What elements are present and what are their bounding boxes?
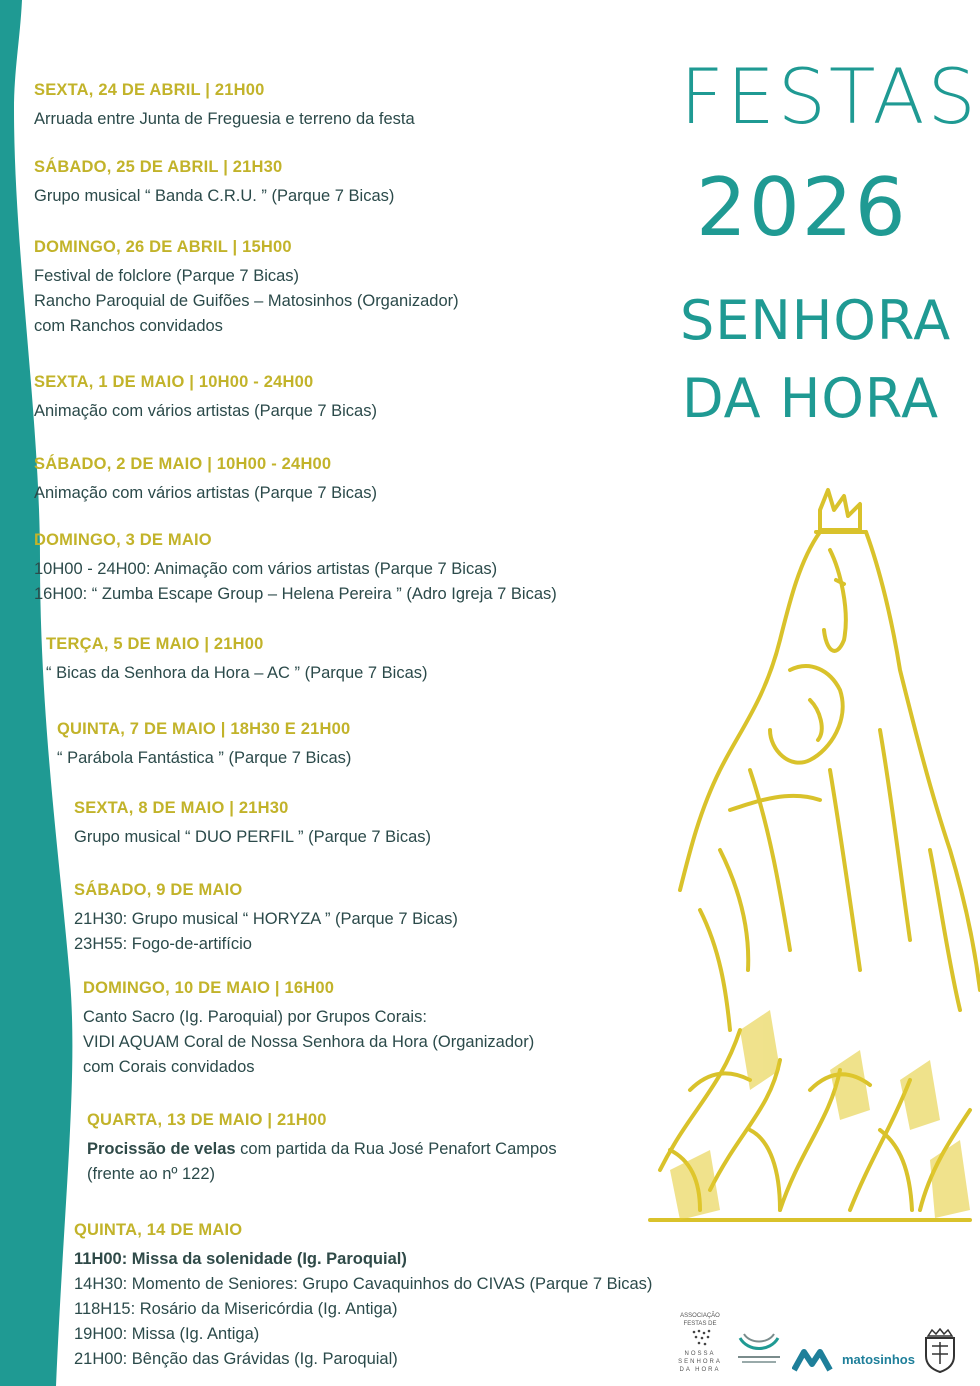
event-line: VIDI AQUAM Coral de Nossa Senhora da Hora (Organizador) [83, 1033, 535, 1051]
event-bold-text: 11H00: Missa da solenidade (Ig. Paroquial) [74, 1250, 407, 1268]
coat-of-arms-icon [920, 1328, 960, 1374]
logo-text-line: NOSSA [684, 1351, 716, 1357]
matosinhos-mm-icon [792, 1348, 838, 1372]
title-senhora: SENHORA [680, 289, 952, 352]
event-line: 14H30: Momento de Seniores: Grupo Cavaquinhos do CIVAS (Parque 7 Bicas) [74, 1275, 653, 1293]
event-heading: DOMINGO, 3 DE MAIO [34, 531, 212, 549]
event-line: Arruada entre Junta de Freguesia e terreno da festa [34, 110, 415, 128]
event-13-maio [87, 1109, 557, 1187]
event-line: 16H00: “ Zumba Escape Group – Helena Pereira ” (Adro Igreja 7 Bicas) [34, 585, 557, 603]
dots-icon [690, 1328, 714, 1348]
matosinhos-wordmark: matosinhos [842, 1352, 915, 1367]
parish-logo-icon [734, 1328, 784, 1368]
event-24-abril [34, 79, 415, 132]
event-heading: SEXTA, 1 DE MAIO | 10H00 - 24H00 [34, 373, 314, 391]
event-25-abril [34, 156, 394, 209]
event-line: (frente ao nº 122) [87, 1165, 216, 1183]
event-heading: SEXTA, 8 DE MAIO | 21H30 [74, 799, 289, 817]
event-line: com Corais convidados [83, 1058, 255, 1076]
event-9-maio [74, 879, 458, 957]
event-heading: DOMINGO, 10 DE MAIO | 16H00 [83, 979, 335, 997]
event-heading: SEXTA, 24 DE ABRIL | 21H00 [34, 81, 265, 99]
title-festas: FESTAS [680, 52, 979, 141]
event-line: 19H00: Missa (Ig. Antiga) [74, 1325, 260, 1343]
event-line-rest: com partida da Rua José Penafort Campos [235, 1140, 557, 1158]
event-heading: SÁBADO, 9 DE MAIO [74, 881, 243, 899]
logo-text-line: FESTAS DE [683, 1321, 717, 1327]
event-line-bold [74, 1247, 652, 1272]
event-26-abril [34, 236, 459, 339]
event-line: Grupo musical “ DUO PERFIL ” (Parque 7 Bicas) [74, 828, 431, 846]
event-heading: QUINTA, 7 DE MAIO | 18H30 E 21H00 [57, 720, 351, 738]
event-line: Grupo musical “ Banda C.R.U. ” (Parque 7 Bicas) [34, 187, 395, 205]
event-line: 21H30: Grupo musical “ HORYZA ” (Parque 7 Bicas) [74, 910, 458, 928]
event-line: Canto Sacro (Ig. Paroquial) por Grupos Corais: [83, 1008, 427, 1026]
event-2-maio [34, 453, 377, 506]
event-bold-text: Procissão de velas [87, 1140, 236, 1158]
event-line: 118H15: Rosário da Misericórdia (Ig. Antiga) [74, 1300, 398, 1318]
logo-text-line: SENHORA [678, 1359, 722, 1365]
event-heading: QUINTA, 14 DE MAIO [74, 1221, 243, 1239]
title-year: 2026 [696, 161, 908, 254]
event-3-maio [34, 529, 557, 607]
event-line: 21H00: Bênção das Grávidas (Ig. Paroquial) [74, 1350, 398, 1368]
association-logo [672, 1312, 728, 1378]
event-line: com Ranchos convidados [34, 317, 223, 335]
event-line: Animação com vários artistas (Parque 7 Bicas) [34, 402, 377, 420]
event-line: Rancho Paroquial de Guifões – Matosinhos (Organizador) [34, 292, 459, 310]
title-da-hora: DA HORA [682, 367, 940, 430]
event-line [87, 1137, 557, 1162]
event-7-maio [57, 718, 351, 771]
event-heading: SÁBADO, 25 DE ABRIL | 21H30 [34, 158, 283, 176]
event-line: 23H55: Fogo-de-artifício [74, 935, 252, 953]
event-line: “ Parábola Fantástica ” (Parque 7 Bicas) [57, 749, 352, 767]
event-line: Animação com vários artistas (Parque 7 Bicas) [34, 484, 377, 502]
event-heading: QUARTA, 13 DE MAIO | 21H00 [87, 1111, 327, 1129]
event-heading: SÁBADO, 2 DE MAIO | 10H00 - 24H00 [34, 455, 332, 473]
event-heading: TERÇA, 5 DE MAIO | 21H00 [46, 635, 264, 653]
event-line: “ Bicas da Senhora da Hora – AC ” (Parque 7 Bicas) [46, 664, 428, 682]
event-line: Festival de folclore (Parque 7 Bicas) [34, 267, 300, 285]
logo-text-line: ASSOCIAÇÃO [680, 1313, 720, 1319]
event-line: 10H00 - 24H00: Animação com vários artistas (Parque 7 Bicas) [34, 560, 498, 578]
event-5-maio [46, 633, 428, 686]
logo-text-line: DA HORA [679, 1367, 721, 1373]
event-1-maio [34, 371, 377, 424]
event-heading: DOMINGO, 26 DE ABRIL | 15H00 [34, 238, 292, 256]
event-14-maio [74, 1219, 652, 1372]
event-8-maio [74, 797, 431, 850]
our-lady-statue-illustration [630, 470, 980, 1230]
event-10-maio [83, 977, 534, 1080]
